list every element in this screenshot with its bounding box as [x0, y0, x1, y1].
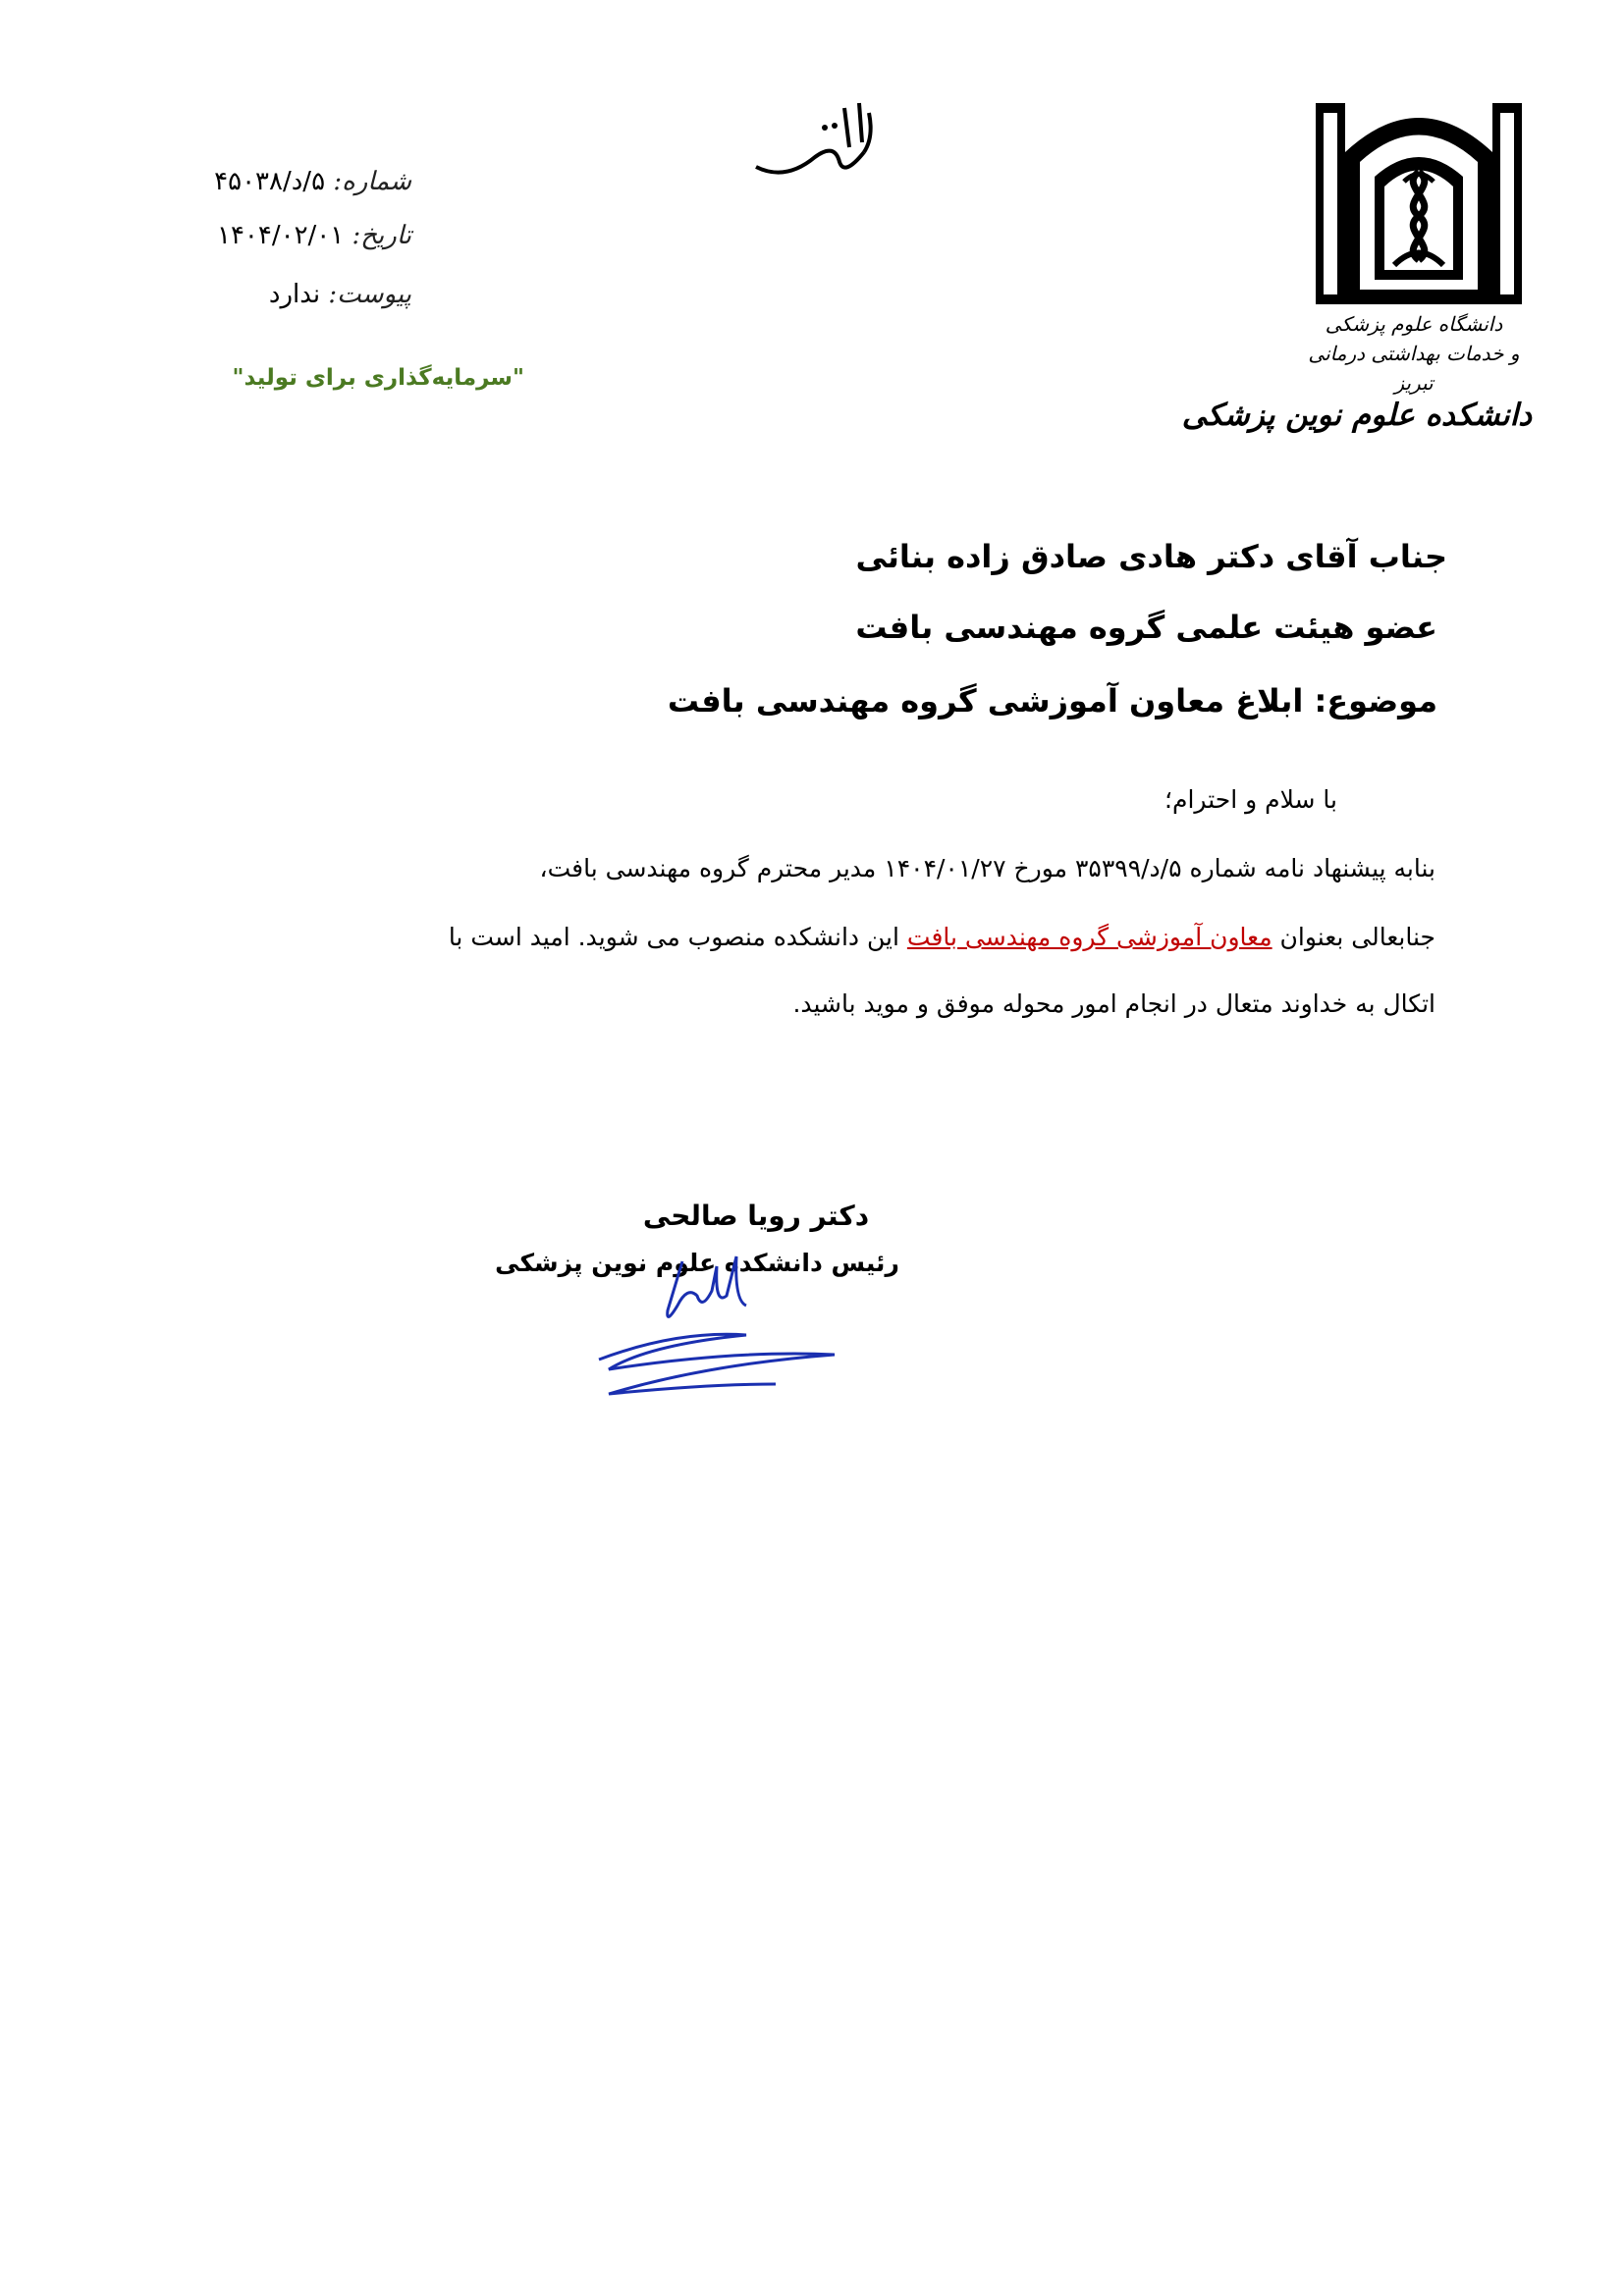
letter-date-label: تاریخ: [352, 221, 411, 250]
recipient-title: عضو هیئت علمی گروه مهندسی بافت [855, 609, 1437, 646]
letter-attachment-value: ندارد [268, 280, 321, 309]
body-line-2-start: جنابعالی بعنوان [1272, 923, 1435, 951]
appointed-position: معاون آموزشی گروه مهندسی بافت [906, 923, 1272, 951]
institution-name-script: دانشگاه علوم پزشکی و خدمات بهداشتی درمانی تبریز [1308, 312, 1520, 395]
body-line-2 [187, 923, 1435, 951]
invocation-calligraphy-icon [746, 98, 884, 187]
body-line-2-end: این دانشکده منصوب می شوید. امید است با [448, 923, 907, 951]
signer-name: دکتر رویا صالحی [642, 1200, 870, 1232]
signer-title: رئیس دانشکده علوم نوین پزشکی [495, 1249, 899, 1277]
letter-attachment [97, 280, 411, 309]
slogan: "سرمایه‌گذاری برای تولید" [232, 365, 524, 391]
subject-line: موضوع: ابلاغ معاون آموزشی گروه مهندسی بافت [667, 682, 1437, 720]
handwritten-signature-icon [589, 1237, 864, 1414]
letter-attachment-label: پیوست: [328, 280, 411, 309]
letter-number-label: شماره: [333, 167, 411, 196]
greeting: با سلام و احترام؛ [1164, 785, 1337, 814]
letter-date [97, 221, 411, 250]
university-logo-icon [1306, 93, 1532, 319]
body-line-1: بنابه پیشنهاد نامه شماره ۵/د/۳۵۳۹۹ مورخ ۱۴۰۴/۰۱/۲۷ مدیر محترم گروه مهندسی بافت، [539, 854, 1435, 882]
letter-number-value: ۵/د/۴۵۰۳۸ [214, 167, 326, 196]
letter-date-value: ۱۴۰۴/۰۲/۰۱ [216, 221, 345, 250]
recipient-name: جناب آقای دکتر هادی صادق زاده بنائی [855, 538, 1447, 575]
body-line-3: اتکال به خداوند متعال در انجام امور محوله موفق و موید باشید. [792, 989, 1435, 1018]
school-name: دانشکده علوم نوین پزشکی [1181, 398, 1532, 433]
letter-number [97, 167, 411, 196]
